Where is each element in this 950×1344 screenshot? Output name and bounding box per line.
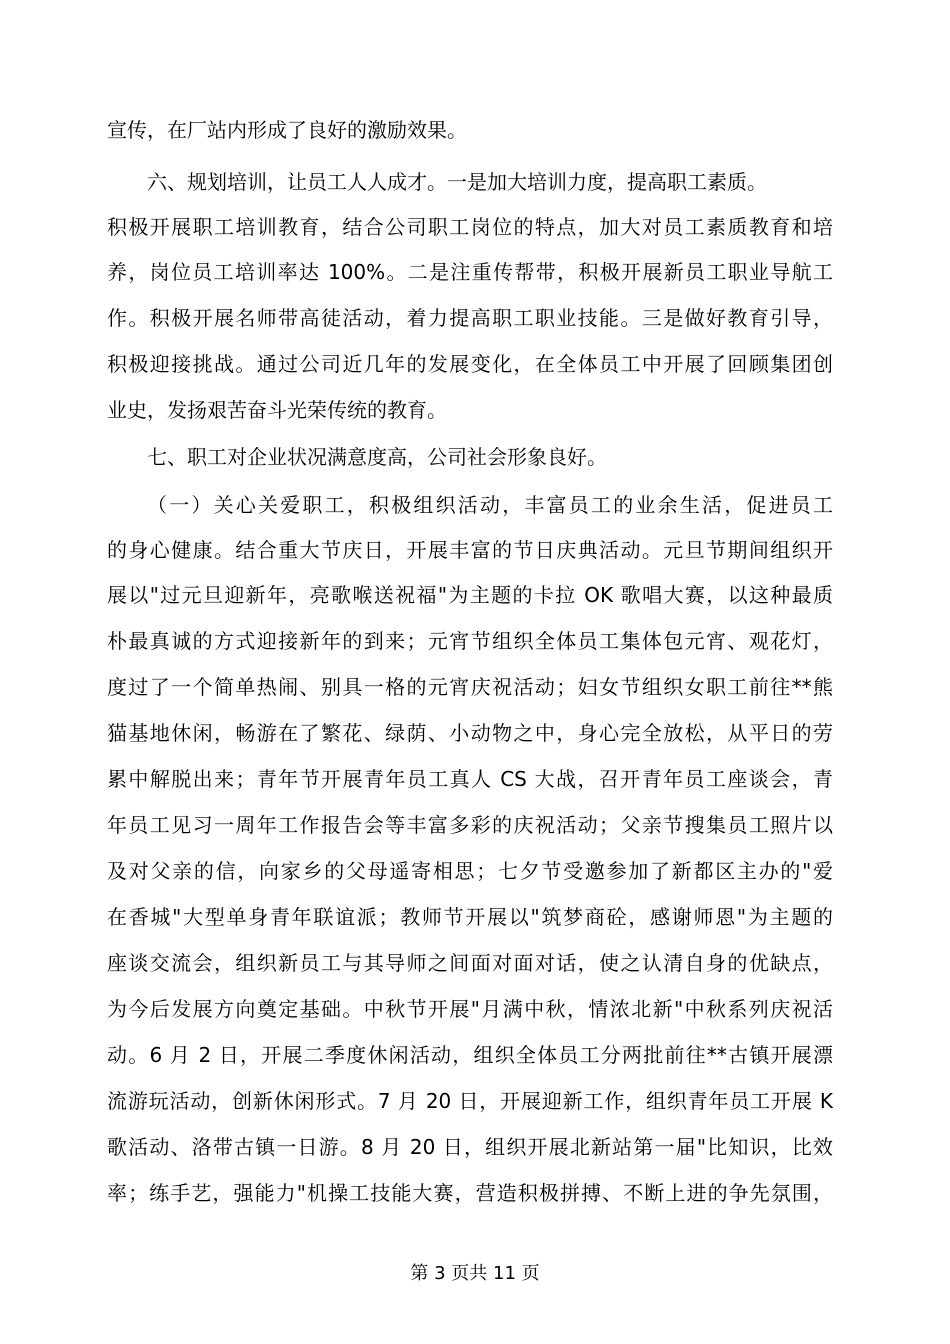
text-line-content: 养，岗位员工培训率达 100%。二是注重传帮带，积极开展新员工职业导航工 xyxy=(107,260,833,284)
heading-line xyxy=(0,435,950,479)
text-line xyxy=(0,1033,950,1077)
text-line-content: 朴最真诚的方式迎接新年的到来；元宵节组织全体员工集体包元宵、观花灯， xyxy=(107,629,833,653)
heading-line xyxy=(0,160,950,204)
text-line-content: 七、职工对企业状况满意度高，公司社会形象良好。 xyxy=(147,445,607,469)
text-line xyxy=(0,342,950,386)
text-line-content: 动。6 月 2 日，开展二季度休闲活动，组织全体员工分两批前往**古镇开展漂 xyxy=(107,1043,833,1067)
text-line-content: 流游玩活动，创新休闲形式。7 月 20 日，开展迎新工作，组织青年员工开展 K xyxy=(107,1089,833,1113)
text-line xyxy=(0,849,950,893)
text-line-content: 业史，发扬艰苦奋斗光荣传统的教育。 xyxy=(107,398,447,422)
text-line xyxy=(0,895,950,939)
text-line xyxy=(0,528,950,572)
text-line xyxy=(0,1171,950,1215)
text-line-content: 为今后发展方向奠定基础。中秋节开展"月满中秋，情浓北新"中秋系列庆祝活 xyxy=(107,997,833,1021)
text-line-content: 率；练手艺，强能力"机操工技能大赛，营造积极拼搏、不断上进的争先氛围， xyxy=(107,1181,833,1205)
text-line-content: 年员工见习一周年工作报告会等丰富多彩的庆祝活动；父亲节搜集员工照片以 xyxy=(107,813,833,837)
text-line xyxy=(0,711,950,755)
text-line xyxy=(0,619,950,663)
text-line xyxy=(0,250,950,294)
text-line-content: 宣传，在厂站内形成了良好的激励效果。 xyxy=(107,118,467,142)
page-number-footer: 第 3 页共 11 页 xyxy=(410,1263,540,1284)
text-line-content: 度过了一个简单热闹、别具一格的元宵庆祝活动；妇女节组织女职工前往**熊 xyxy=(107,675,833,699)
text-line-content: 展以"过元旦迎新年，亮歌喉送祝福"为主题的卡拉 OK 歌唱大赛，以这种最质 xyxy=(107,583,833,607)
text-line xyxy=(0,665,950,709)
text-line xyxy=(0,205,950,249)
text-line xyxy=(0,1125,950,1169)
text-line xyxy=(0,757,950,801)
text-line-content: 作。积极开展名师带高徒活动，着力提高职工职业技能。三是做好教育引导， xyxy=(107,306,833,330)
text-line-content: 积极开展职工培训教育，结合公司职工岗位的特点，加大对员工素质教育和培 xyxy=(107,215,833,239)
text-line xyxy=(0,987,950,1031)
text-line xyxy=(0,573,950,617)
text-line-content: 猫基地休闲，畅游在了繁花、绿荫、小动物之中，身心完全放松，从平日的劳 xyxy=(107,721,833,745)
text-line-content: 积极迎接挑战。通过公司近几年的发展变化，在全体员工中开展了回顾集团创 xyxy=(107,352,833,376)
text-line xyxy=(0,803,950,847)
text-line xyxy=(0,941,950,985)
text-line-content: 座谈交流会，组织新员工与其导师之间面对面对话，使之认清自身的优缺点， xyxy=(107,951,833,975)
text-line-content: 累中解脱出来；青年节开展青年员工真人 CS 大战，召开青年员工座谈会，青 xyxy=(107,767,833,791)
text-line-content: 及对父亲的信，向家乡的父母遥寄相思；七夕节受邀参加了新都区主办的"爱 xyxy=(107,859,833,883)
text-line xyxy=(0,388,950,432)
text-line-content: 在香城"大型单身青年联谊派；教师节开展以"筑梦商砼，感谢师恩"为主题的 xyxy=(107,905,833,929)
text-line-content: 歌活动、洛带古镇一日游。8 月 20 日，组织开展北新站第一届"比知识，比效 xyxy=(107,1135,833,1159)
text-line xyxy=(0,1079,950,1123)
text-line xyxy=(0,296,950,340)
text-line-content: 六、规划培训，让员工人人成才。一是加大培训力度，提高职工素质。 xyxy=(147,170,767,194)
text-line-content: 的身心健康。结合重大节庆日，开展丰富的节日庆典活动。元旦节期间组织开 xyxy=(107,538,833,562)
text-line xyxy=(0,483,950,527)
text-line-content: （一）关心关爱职工，积极组织活动，丰富员工的业余生活，促进员工 xyxy=(147,493,833,517)
text-line xyxy=(0,108,950,152)
